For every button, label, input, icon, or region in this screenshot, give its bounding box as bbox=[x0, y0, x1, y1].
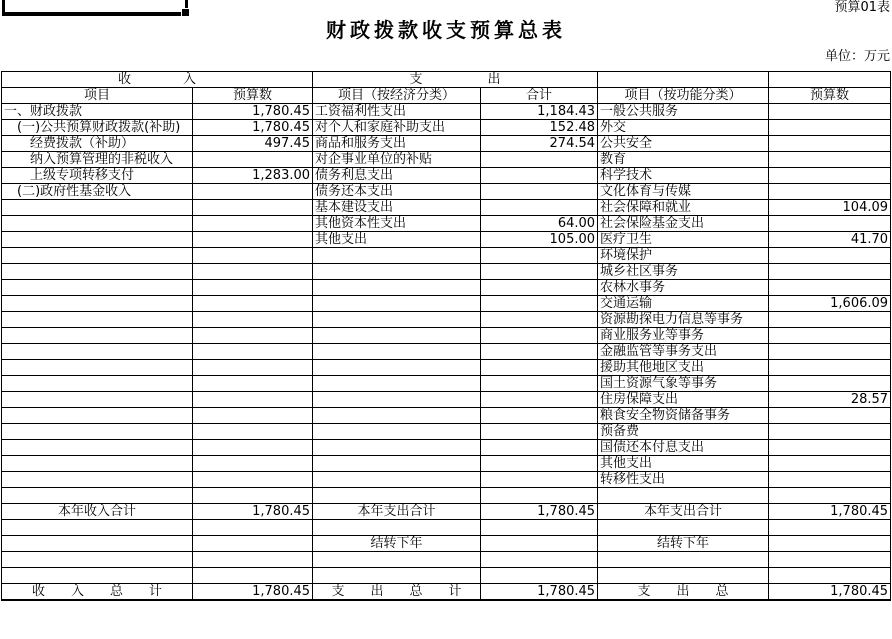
income-item-cell[interactable]: 本年收入合计 bbox=[2, 504, 193, 520]
econ-total-cell[interactable] bbox=[481, 424, 598, 440]
econ-item-cell[interactable] bbox=[313, 312, 481, 328]
table-row bbox=[2, 296, 891, 312]
func-budget-cell[interactable] bbox=[769, 424, 891, 440]
table-row bbox=[2, 488, 891, 504]
func-item-cell[interactable]: 医疗卫生 bbox=[598, 232, 769, 248]
col-header-func-item[interactable]: 项目（按功能分类） bbox=[598, 88, 769, 104]
econ-total-cell[interactable] bbox=[481, 312, 598, 328]
table-row bbox=[2, 248, 891, 264]
econ-item-cell[interactable] bbox=[313, 264, 481, 280]
table-row bbox=[2, 104, 891, 120]
func-budget-cell[interactable] bbox=[769, 360, 891, 376]
income-budget-cell[interactable]: 1,780.45 bbox=[193, 120, 313, 136]
econ-item-cell[interactable] bbox=[313, 456, 481, 472]
income-item-cell[interactable] bbox=[2, 232, 193, 248]
col-header-econ-item[interactable]: 项目（按经济分类） bbox=[313, 88, 481, 104]
func-budget-cell[interactable] bbox=[769, 184, 891, 200]
func-item-cell[interactable]: 社会保险基金支出 bbox=[598, 216, 769, 232]
func-budget-cell[interactable] bbox=[769, 248, 891, 264]
func-budget-cell[interactable]: 28.57 bbox=[769, 392, 891, 408]
expenditure-group-header[interactable]: 支 出 bbox=[313, 72, 598, 88]
income-budget-cell[interactable] bbox=[193, 392, 313, 408]
table-row bbox=[2, 280, 891, 296]
func-item-cell[interactable] bbox=[598, 488, 769, 504]
econ-total-cell[interactable] bbox=[481, 472, 598, 488]
income-item-cell[interactable] bbox=[2, 424, 193, 440]
econ-total-cell[interactable] bbox=[481, 360, 598, 376]
func-budget-cell[interactable]: 1,780.45 bbox=[769, 504, 891, 520]
income-budget-cell[interactable] bbox=[193, 264, 313, 280]
func-item-cell[interactable]: 援助其他地区支出 bbox=[598, 360, 769, 376]
func-item-cell[interactable]: 转移性支出 bbox=[598, 472, 769, 488]
income-item-cell[interactable] bbox=[2, 360, 193, 376]
func-item-cell[interactable]: 国债还本付息支出 bbox=[598, 440, 769, 456]
func-item-cell[interactable]: 交通运输 bbox=[598, 296, 769, 312]
table-row bbox=[2, 504, 891, 520]
income-budget-cell[interactable] bbox=[193, 216, 313, 232]
econ-item-cell[interactable] bbox=[313, 344, 481, 360]
econ-item-cell[interactable] bbox=[313, 408, 481, 424]
func-budget-cell[interactable] bbox=[769, 264, 891, 280]
table-row bbox=[2, 136, 891, 152]
func-budget-cell[interactable] bbox=[769, 280, 891, 296]
group-header-row bbox=[2, 72, 891, 88]
econ-item-cell[interactable]: 对个人和家庭补助支出 bbox=[313, 120, 481, 136]
func-budget-cell[interactable] bbox=[769, 312, 891, 328]
income-budget-cell[interactable] bbox=[193, 296, 313, 312]
econ-item-cell[interactable] bbox=[313, 472, 481, 488]
econ-item-cell[interactable] bbox=[313, 296, 481, 312]
income-budget-cell[interactable]: 1,780.45 bbox=[193, 584, 313, 601]
econ-total-cell[interactable] bbox=[481, 328, 598, 344]
func-item-cell[interactable]: 教育 bbox=[598, 152, 769, 168]
func-item-cell[interactable]: 一般公共服务 bbox=[598, 104, 769, 120]
econ-item-cell[interactable]: 债务利息支出 bbox=[313, 168, 481, 184]
econ-item-cell[interactable]: 对企事业单位的补贴 bbox=[313, 152, 481, 168]
income-budget-cell[interactable] bbox=[193, 152, 313, 168]
econ-item-cell[interactable] bbox=[313, 440, 481, 456]
income-budget-cell[interactable]: 1,780.45 bbox=[193, 504, 313, 520]
func-budget-cell[interactable] bbox=[769, 120, 891, 136]
income-budget-cell[interactable]: 497.45 bbox=[193, 136, 313, 152]
income-item-cell[interactable] bbox=[2, 456, 193, 472]
table-row bbox=[2, 440, 891, 456]
func-budget-cell[interactable]: 1,780.45 bbox=[769, 584, 891, 601]
table-row bbox=[2, 184, 891, 200]
econ-total-cell[interactable] bbox=[481, 200, 598, 216]
income-item-cell[interactable] bbox=[2, 488, 193, 504]
func-item-cell[interactable]: 本年支出合计 bbox=[598, 504, 769, 520]
income-budget-cell[interactable] bbox=[193, 440, 313, 456]
table-row bbox=[2, 552, 891, 568]
econ-total-cell[interactable] bbox=[481, 376, 598, 392]
table-row bbox=[2, 392, 891, 408]
func-budget-cell[interactable] bbox=[769, 152, 891, 168]
col-header-func-budget[interactable]: 预算数 bbox=[769, 88, 891, 104]
econ-total-cell[interactable] bbox=[481, 488, 598, 504]
func-item-cell[interactable]: 环境保护 bbox=[598, 248, 769, 264]
econ-total-cell[interactable]: 274.54 bbox=[481, 136, 598, 152]
table-row bbox=[2, 584, 891, 601]
func-item-cell[interactable]: 住房保障支出 bbox=[598, 392, 769, 408]
func-item-cell[interactable]: 资源勘探电力信息等事务 bbox=[598, 312, 769, 328]
income-budget-cell[interactable] bbox=[193, 328, 313, 344]
econ-item-cell[interactable]: 基本建设支出 bbox=[313, 200, 481, 216]
income-budget-cell[interactable] bbox=[193, 552, 313, 568]
func-budget-cell[interactable] bbox=[769, 328, 891, 344]
table-row bbox=[2, 264, 891, 280]
econ-total-cell[interactable]: 1,184.43 bbox=[481, 104, 598, 120]
econ-item-cell[interactable]: 本年支出合计 bbox=[313, 504, 481, 520]
fill-handle[interactable] bbox=[181, 8, 190, 17]
econ-total-cell[interactable] bbox=[481, 280, 598, 296]
table-row bbox=[2, 328, 891, 344]
econ-item-cell[interactable] bbox=[313, 360, 481, 376]
table-row bbox=[2, 200, 891, 216]
func-item-cell[interactable]: 商业服务业等事务 bbox=[598, 328, 769, 344]
income-budget-cell[interactable] bbox=[193, 200, 313, 216]
unit-note: 单位：万元 bbox=[824, 49, 890, 64]
income-budget-cell[interactable] bbox=[193, 408, 313, 424]
econ-total-cell[interactable] bbox=[481, 440, 598, 456]
func-budget-cell[interactable] bbox=[769, 168, 891, 184]
func-budget-cell[interactable] bbox=[769, 536, 891, 552]
page-title: 财政拨款收支预算总表 bbox=[326, 18, 566, 42]
func-budget-cell[interactable]: 104.09 bbox=[769, 200, 891, 216]
income-group-header[interactable]: 收 入 bbox=[2, 72, 313, 88]
budget-table bbox=[1, 71, 891, 601]
func-budget-cell[interactable] bbox=[769, 456, 891, 472]
econ-total-cell[interactable] bbox=[481, 536, 598, 552]
table-row bbox=[2, 408, 891, 424]
func-item-cell[interactable]: 金融监管等事务支出 bbox=[598, 344, 769, 360]
income-item-cell[interactable] bbox=[2, 200, 193, 216]
func-budget-cell[interactable] bbox=[769, 472, 891, 488]
econ-total-cell[interactable]: 64.00 bbox=[481, 216, 598, 232]
econ-total-cell[interactable] bbox=[481, 152, 598, 168]
func-item-cell[interactable]: 支 出 总 bbox=[598, 584, 769, 601]
func-item-cell[interactable]: 外交 bbox=[598, 120, 769, 136]
table-row bbox=[2, 520, 891, 536]
table-row bbox=[2, 424, 891, 440]
income-item-cell[interactable]: 纳入预算管理的非税收入 bbox=[2, 152, 193, 168]
func-item-cell[interactable] bbox=[598, 552, 769, 568]
econ-total-cell[interactable] bbox=[481, 456, 598, 472]
table-row bbox=[2, 168, 891, 184]
econ-item-cell[interactable] bbox=[313, 488, 481, 504]
func-item-cell[interactable]: 国土资源气象等事务 bbox=[598, 376, 769, 392]
econ-item-cell[interactable] bbox=[313, 568, 481, 584]
func-budget-cell[interactable] bbox=[769, 344, 891, 360]
econ-item-cell[interactable]: 其他资本性支出 bbox=[313, 216, 481, 232]
func-budget-cell[interactable] bbox=[769, 520, 891, 536]
func-item-cell[interactable]: 公共安全 bbox=[598, 136, 769, 152]
header-spacer-cell[interactable] bbox=[769, 72, 891, 88]
table-row bbox=[2, 360, 891, 376]
income-budget-cell[interactable] bbox=[193, 472, 313, 488]
func-budget-cell[interactable] bbox=[769, 136, 891, 152]
econ-item-cell[interactable]: 支 出 总 计 bbox=[313, 584, 481, 601]
econ-item-cell[interactable]: 工资福利性支出 bbox=[313, 104, 481, 120]
col-header-income-budget[interactable]: 预算数 bbox=[193, 88, 313, 104]
income-item-cell[interactable]: 上级专项转移支付 bbox=[2, 168, 193, 184]
func-item-cell[interactable]: 预备费 bbox=[598, 424, 769, 440]
econ-item-cell[interactable]: 结转下年 bbox=[313, 536, 481, 552]
income-budget-cell[interactable] bbox=[193, 520, 313, 536]
table-row bbox=[2, 216, 891, 232]
income-budget-cell[interactable] bbox=[193, 488, 313, 504]
income-budget-cell[interactable] bbox=[193, 232, 313, 248]
income-budget-cell[interactable] bbox=[193, 312, 313, 328]
econ-total-cell[interactable] bbox=[481, 264, 598, 280]
income-budget-cell[interactable] bbox=[193, 424, 313, 440]
table-row bbox=[2, 376, 891, 392]
table-row bbox=[2, 344, 891, 360]
income-item-cell[interactable] bbox=[2, 472, 193, 488]
econ-item-cell[interactable] bbox=[313, 280, 481, 296]
income-item-cell[interactable]: (二)政府性基金收入 bbox=[2, 184, 193, 200]
income-item-cell[interactable] bbox=[2, 536, 193, 552]
econ-item-cell[interactable] bbox=[313, 552, 481, 568]
header-spacer-cell[interactable] bbox=[598, 72, 769, 88]
econ-item-cell[interactable] bbox=[313, 424, 481, 440]
func-item-cell[interactable] bbox=[598, 568, 769, 584]
income-budget-cell[interactable] bbox=[193, 568, 313, 584]
econ-total-cell[interactable] bbox=[481, 392, 598, 408]
table-row bbox=[2, 152, 891, 168]
econ-total-cell[interactable]: 1,780.45 bbox=[481, 504, 598, 520]
col-header-income-item[interactable]: 项目 bbox=[2, 88, 193, 104]
income-item-cell[interactable] bbox=[2, 248, 193, 264]
econ-total-cell[interactable] bbox=[481, 408, 598, 424]
income-budget-cell[interactable] bbox=[193, 376, 313, 392]
func-item-cell[interactable]: 社会保障和就业 bbox=[598, 200, 769, 216]
income-budget-cell[interactable] bbox=[193, 344, 313, 360]
func-budget-cell[interactable] bbox=[769, 216, 891, 232]
func-budget-cell[interactable] bbox=[769, 568, 891, 584]
income-budget-cell[interactable] bbox=[193, 360, 313, 376]
income-item-cell[interactable] bbox=[2, 216, 193, 232]
func-item-cell[interactable]: 结转下年 bbox=[598, 536, 769, 552]
func-budget-cell[interactable] bbox=[769, 440, 891, 456]
func-budget-cell[interactable] bbox=[769, 552, 891, 568]
income-budget-cell[interactable] bbox=[193, 456, 313, 472]
table-row bbox=[2, 456, 891, 472]
econ-item-cell[interactable] bbox=[313, 328, 481, 344]
econ-total-cell[interactable]: 105.00 bbox=[481, 232, 598, 248]
func-item-cell[interactable] bbox=[598, 520, 769, 536]
econ-item-cell[interactable]: 债务还本支出 bbox=[313, 184, 481, 200]
func-item-cell[interactable]: 城乡社区事务 bbox=[598, 264, 769, 280]
econ-total-cell[interactable]: 1,780.45 bbox=[481, 584, 598, 601]
econ-item-cell[interactable] bbox=[313, 248, 481, 264]
econ-total-cell[interactable] bbox=[481, 248, 598, 264]
income-item-cell[interactable] bbox=[2, 392, 193, 408]
income-item-cell[interactable]: 经费拨款（补助） bbox=[2, 136, 193, 152]
income-item-cell[interactable] bbox=[2, 280, 193, 296]
func-item-cell[interactable]: 科学技术 bbox=[598, 168, 769, 184]
col-header-econ-total[interactable]: 合计 bbox=[481, 88, 598, 104]
func-budget-cell[interactable]: 41.70 bbox=[769, 232, 891, 248]
econ-item-cell[interactable] bbox=[313, 376, 481, 392]
econ-total-cell[interactable] bbox=[481, 344, 598, 360]
income-budget-cell[interactable]: 1,780.45 bbox=[193, 104, 313, 120]
income-budget-cell[interactable] bbox=[193, 184, 313, 200]
func-item-cell[interactable]: 农林水事务 bbox=[598, 280, 769, 296]
func-budget-cell[interactable] bbox=[769, 104, 891, 120]
income-budget-cell[interactable]: 1,283.00 bbox=[193, 168, 313, 184]
income-item-cell[interactable] bbox=[2, 408, 193, 424]
func-item-cell[interactable]: 其他支出 bbox=[598, 456, 769, 472]
income-item-cell[interactable] bbox=[2, 440, 193, 456]
econ-total-cell[interactable] bbox=[481, 552, 598, 568]
econ-total-cell[interactable]: 152.48 bbox=[481, 120, 598, 136]
econ-total-cell[interactable] bbox=[481, 520, 598, 536]
func-item-cell[interactable]: 文化体育与传媒 bbox=[598, 184, 769, 200]
econ-item-cell[interactable] bbox=[313, 392, 481, 408]
income-budget-cell[interactable] bbox=[193, 280, 313, 296]
table-row bbox=[2, 568, 891, 584]
income-item-cell[interactable] bbox=[2, 376, 193, 392]
income-item-cell[interactable] bbox=[2, 552, 193, 568]
func-budget-cell[interactable]: 1,606.09 bbox=[769, 296, 891, 312]
econ-total-cell[interactable] bbox=[481, 296, 598, 312]
income-item-cell[interactable] bbox=[2, 296, 193, 312]
table-row bbox=[2, 536, 891, 552]
econ-item-cell[interactable]: 商品和服务支出 bbox=[313, 136, 481, 152]
table-row bbox=[2, 312, 891, 328]
sheet-number-label: 预算01表 bbox=[834, 0, 890, 15]
econ-item-cell[interactable] bbox=[313, 520, 481, 536]
income-item-cell[interactable]: (一)公共预算财政拨款(补助) bbox=[2, 120, 193, 136]
income-item-cell[interactable] bbox=[2, 328, 193, 344]
econ-total-cell[interactable] bbox=[481, 184, 598, 200]
func-budget-cell[interactable] bbox=[769, 376, 891, 392]
column-header-row bbox=[2, 88, 891, 104]
income-budget-cell[interactable] bbox=[193, 536, 313, 552]
econ-total-cell[interactable] bbox=[481, 568, 598, 584]
income-item-cell[interactable]: 一、财政拨款 bbox=[2, 104, 193, 120]
selected-cell-marquee[interactable] bbox=[2, 0, 188, 16]
func-budget-cell[interactable] bbox=[769, 488, 891, 504]
table-row bbox=[2, 232, 891, 248]
income-item-cell[interactable] bbox=[2, 520, 193, 536]
func-budget-cell[interactable] bbox=[769, 408, 891, 424]
table-row bbox=[2, 120, 891, 136]
table-row bbox=[2, 472, 891, 488]
func-item-cell[interactable]: 粮食安全物资储备事务 bbox=[598, 408, 769, 424]
income-item-cell[interactable] bbox=[2, 344, 193, 360]
income-item-cell[interactable] bbox=[2, 568, 193, 584]
income-budget-cell[interactable] bbox=[193, 248, 313, 264]
income-item-cell[interactable]: 收 入 总 计 bbox=[2, 584, 193, 601]
econ-item-cell[interactable]: 其他支出 bbox=[313, 232, 481, 248]
income-item-cell[interactable] bbox=[2, 312, 193, 328]
econ-total-cell[interactable] bbox=[481, 168, 598, 184]
income-item-cell[interactable] bbox=[2, 264, 193, 280]
